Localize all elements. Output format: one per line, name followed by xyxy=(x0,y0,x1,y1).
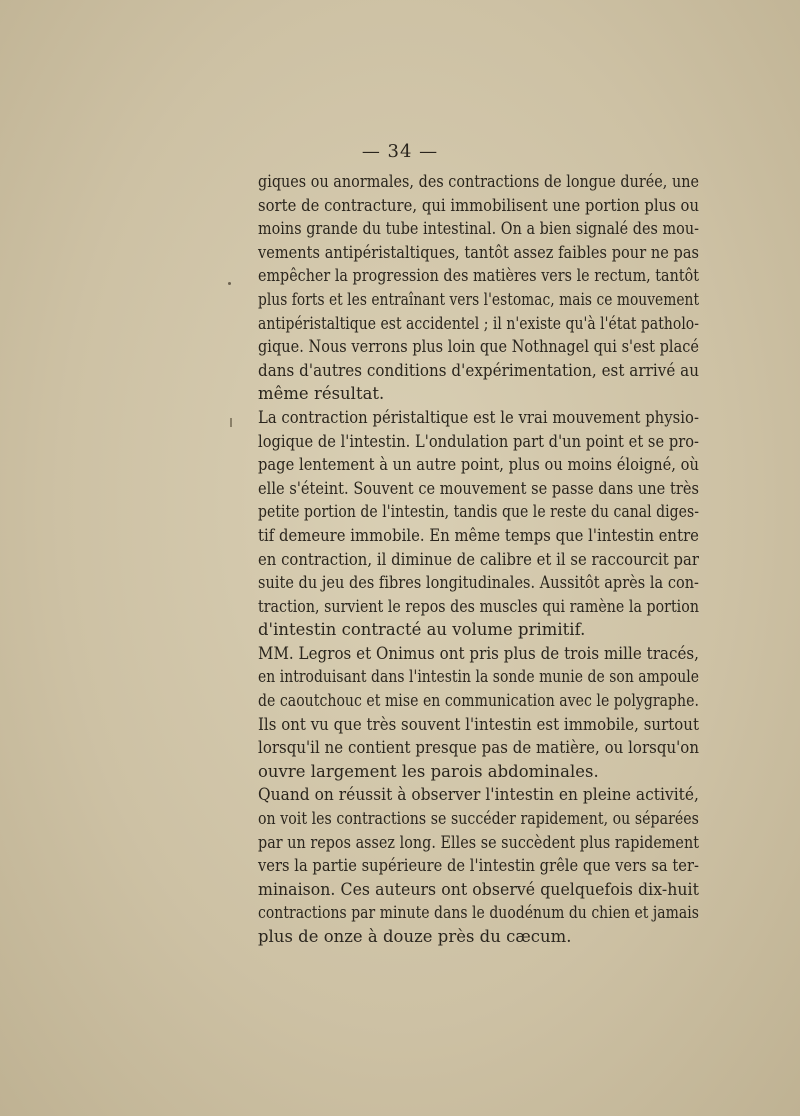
text-line: Ils ont vu que très souvent l'intestin est immobile, surtout xyxy=(258,714,699,734)
text-line: en contraction, il diminue de calibre et il se raccourcit par xyxy=(258,549,699,569)
text-line: MM. Legros et Onimus ont pris plus de trois mille tracés, xyxy=(258,643,700,663)
text-line: plus de onze à douze près du cæcum. xyxy=(258,927,572,946)
text-line: traction, survient le repos des muscles qui ramène la portion xyxy=(258,596,699,616)
text-line: gique. Nous verrons plus loin que Nothnagel qui s'est placé xyxy=(258,337,700,357)
text-line: page lentement à un autre point, plus ou moins éloigné, où xyxy=(258,455,699,475)
text-line: contractions par minute dans le duodénum du chien et jamais xyxy=(258,903,700,923)
text-line: sorte de contracture, qui immobilisent une portion plus ou xyxy=(258,195,700,215)
text-line: d'intestin contracté au volume primitif. xyxy=(258,620,586,640)
text-line: petite portion de l'intestin, tandis que le reste du canal diges- xyxy=(258,502,700,522)
text-line: plus forts et les entraînant vers l'estomac, mais ce mouvement xyxy=(258,289,700,309)
text-line: par un repos assez long. Elles se succèdent plus rapidement xyxy=(258,832,699,852)
text-line: vements antipéristaltiques, tantôt assez faibles pour ne pas xyxy=(258,242,700,262)
text-line: elle s'éteint. Souvent ce mouvement se passe dans une très xyxy=(258,478,699,498)
margin-mark xyxy=(230,418,232,427)
ink-speck xyxy=(228,282,231,285)
text-line: minaison. Ces auteurs ont observé quelquefois dix-huit xyxy=(258,879,699,899)
text-line: moins grande du tube intestinal. On a bien signalé des mou- xyxy=(258,219,700,239)
text-line: lorsqu'il ne contient presque pas de matière, ou lorsqu'on xyxy=(258,738,699,758)
text-line: suite du jeu des fibres longitudinales. Aussitôt après la con- xyxy=(258,573,699,593)
text-line: logique de l'intestin. L'ondulation part d'un point et se pro- xyxy=(258,431,700,451)
text-line: La contraction péristaltique est le vrai mouvement physio- xyxy=(258,407,699,427)
text-line: tif demeure immobile. En même temps que l'intestin entre xyxy=(258,525,699,545)
text-line: même résultat. xyxy=(258,384,385,404)
text-line: on voit les contractions se succéder rapidement, ou séparées xyxy=(258,809,699,829)
text-line: ouvre largement les parois abdominales. xyxy=(258,761,599,781)
text-line: empêcher la progression des matières vers le rectum, tantôt xyxy=(258,266,699,286)
text-line: vers la partie supérieure de l'intestin grêle que vers sa ter- xyxy=(258,856,699,876)
text-line: Quand on réussit à observer l'intestin en pleine activité, xyxy=(258,785,699,805)
text-line: dans d'autres conditions d'expérimentation, est arrivé au xyxy=(258,360,699,380)
body-text xyxy=(258,170,699,949)
text-line: giques ou anormales, des contractions de longue durée, une xyxy=(258,172,699,191)
text-line: en introduisant dans l'intestin la sonde munie de son ampoule xyxy=(258,667,699,687)
text-line: de caoutchouc et mise en communication avec le polygraphe. xyxy=(258,691,699,711)
page-number: — 34 — xyxy=(361,141,439,162)
text-line: antipéristaltique est accidentel ; il n'existe qu'à l'état patholo- xyxy=(258,313,699,333)
